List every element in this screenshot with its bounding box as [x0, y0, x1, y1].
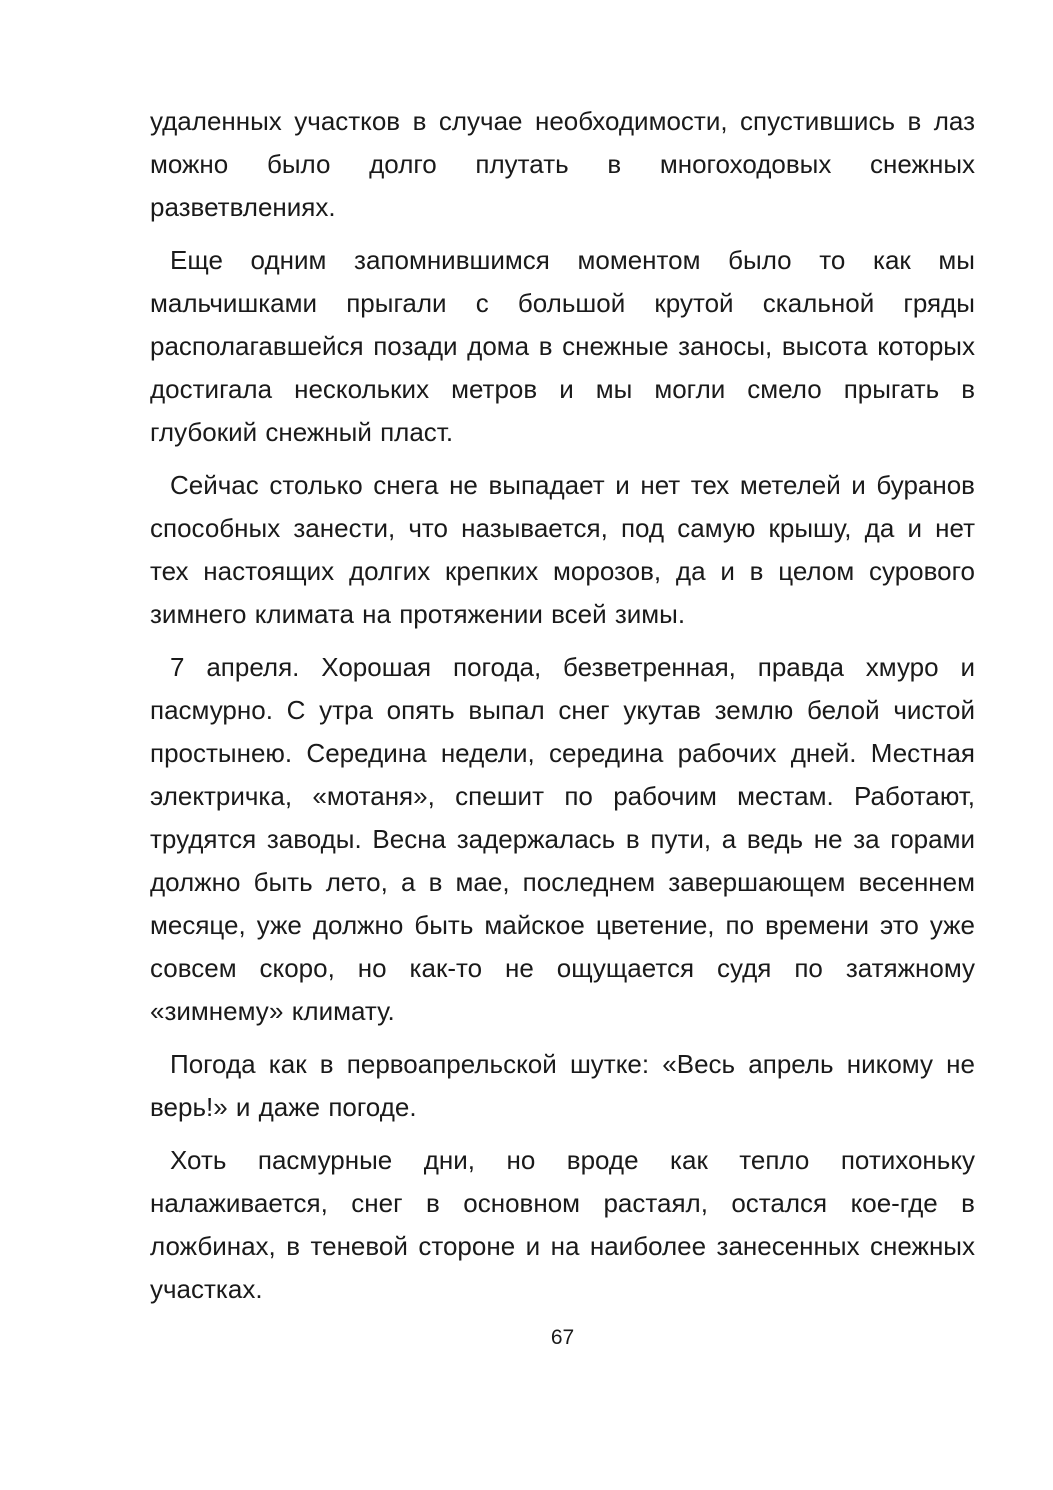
paragraph: Погода как в первоапрельской шутке: «Весь апрель никому не верь!» и даже погоде. [150, 1049, 975, 1122]
text-block [150, 100, 975, 1311]
paragraph: Еще одним запомнившимся моментом было то как мы мальчишками прыгали с большой крутой скальной гряды располагавшейся позади дома в снежные заносы, высота которых достигала нескольких метров и мы могли смело прыгать в глубокий снежный пласт. [150, 245, 975, 447]
paragraph: Сейчас столько снега не выпадает и нет тех метелей и буранов способных занести, что называется, под самую крышу, да и нет тех настоящих долгих крепких морозов, да и в целом сурового зимнего климата на протяжении всей зимы. [150, 470, 975, 629]
paragraph: 7 апреля. Хорошая погода, безветренная, правда хмуро и пасмурно. С утра опять выпал снег укутав землю белой чистой простынею. Середина недели, середина рабочих дней. Местная электричка, «мотаня», спешит по рабочим местам. Работают, трудятся заводы. Весна задержалась в пути, а ведь не за горами должно быть лето, а в мае, последнем завершающем весеннем месяце, уже должно быть майское цветение, по времени это уже совсем скоро, но как-то не ощущается судя по затяжному «зимнему» климату. [150, 652, 975, 1026]
paragraph: удаленных участков в случае необходимости, спустившись в лаз можно было долго плутать в многоходовых снежных разветвлениях. [150, 106, 975, 222]
paragraph: Хоть пасмурные дни, но вроде как тепло потихоньку налаживается, снег в основном растаял, остался кое-где в ложбинах, в теневой стороне и на наиболее занесенных снежных участках. [150, 1145, 975, 1304]
page-number: 67 [550, 1326, 575, 1349]
